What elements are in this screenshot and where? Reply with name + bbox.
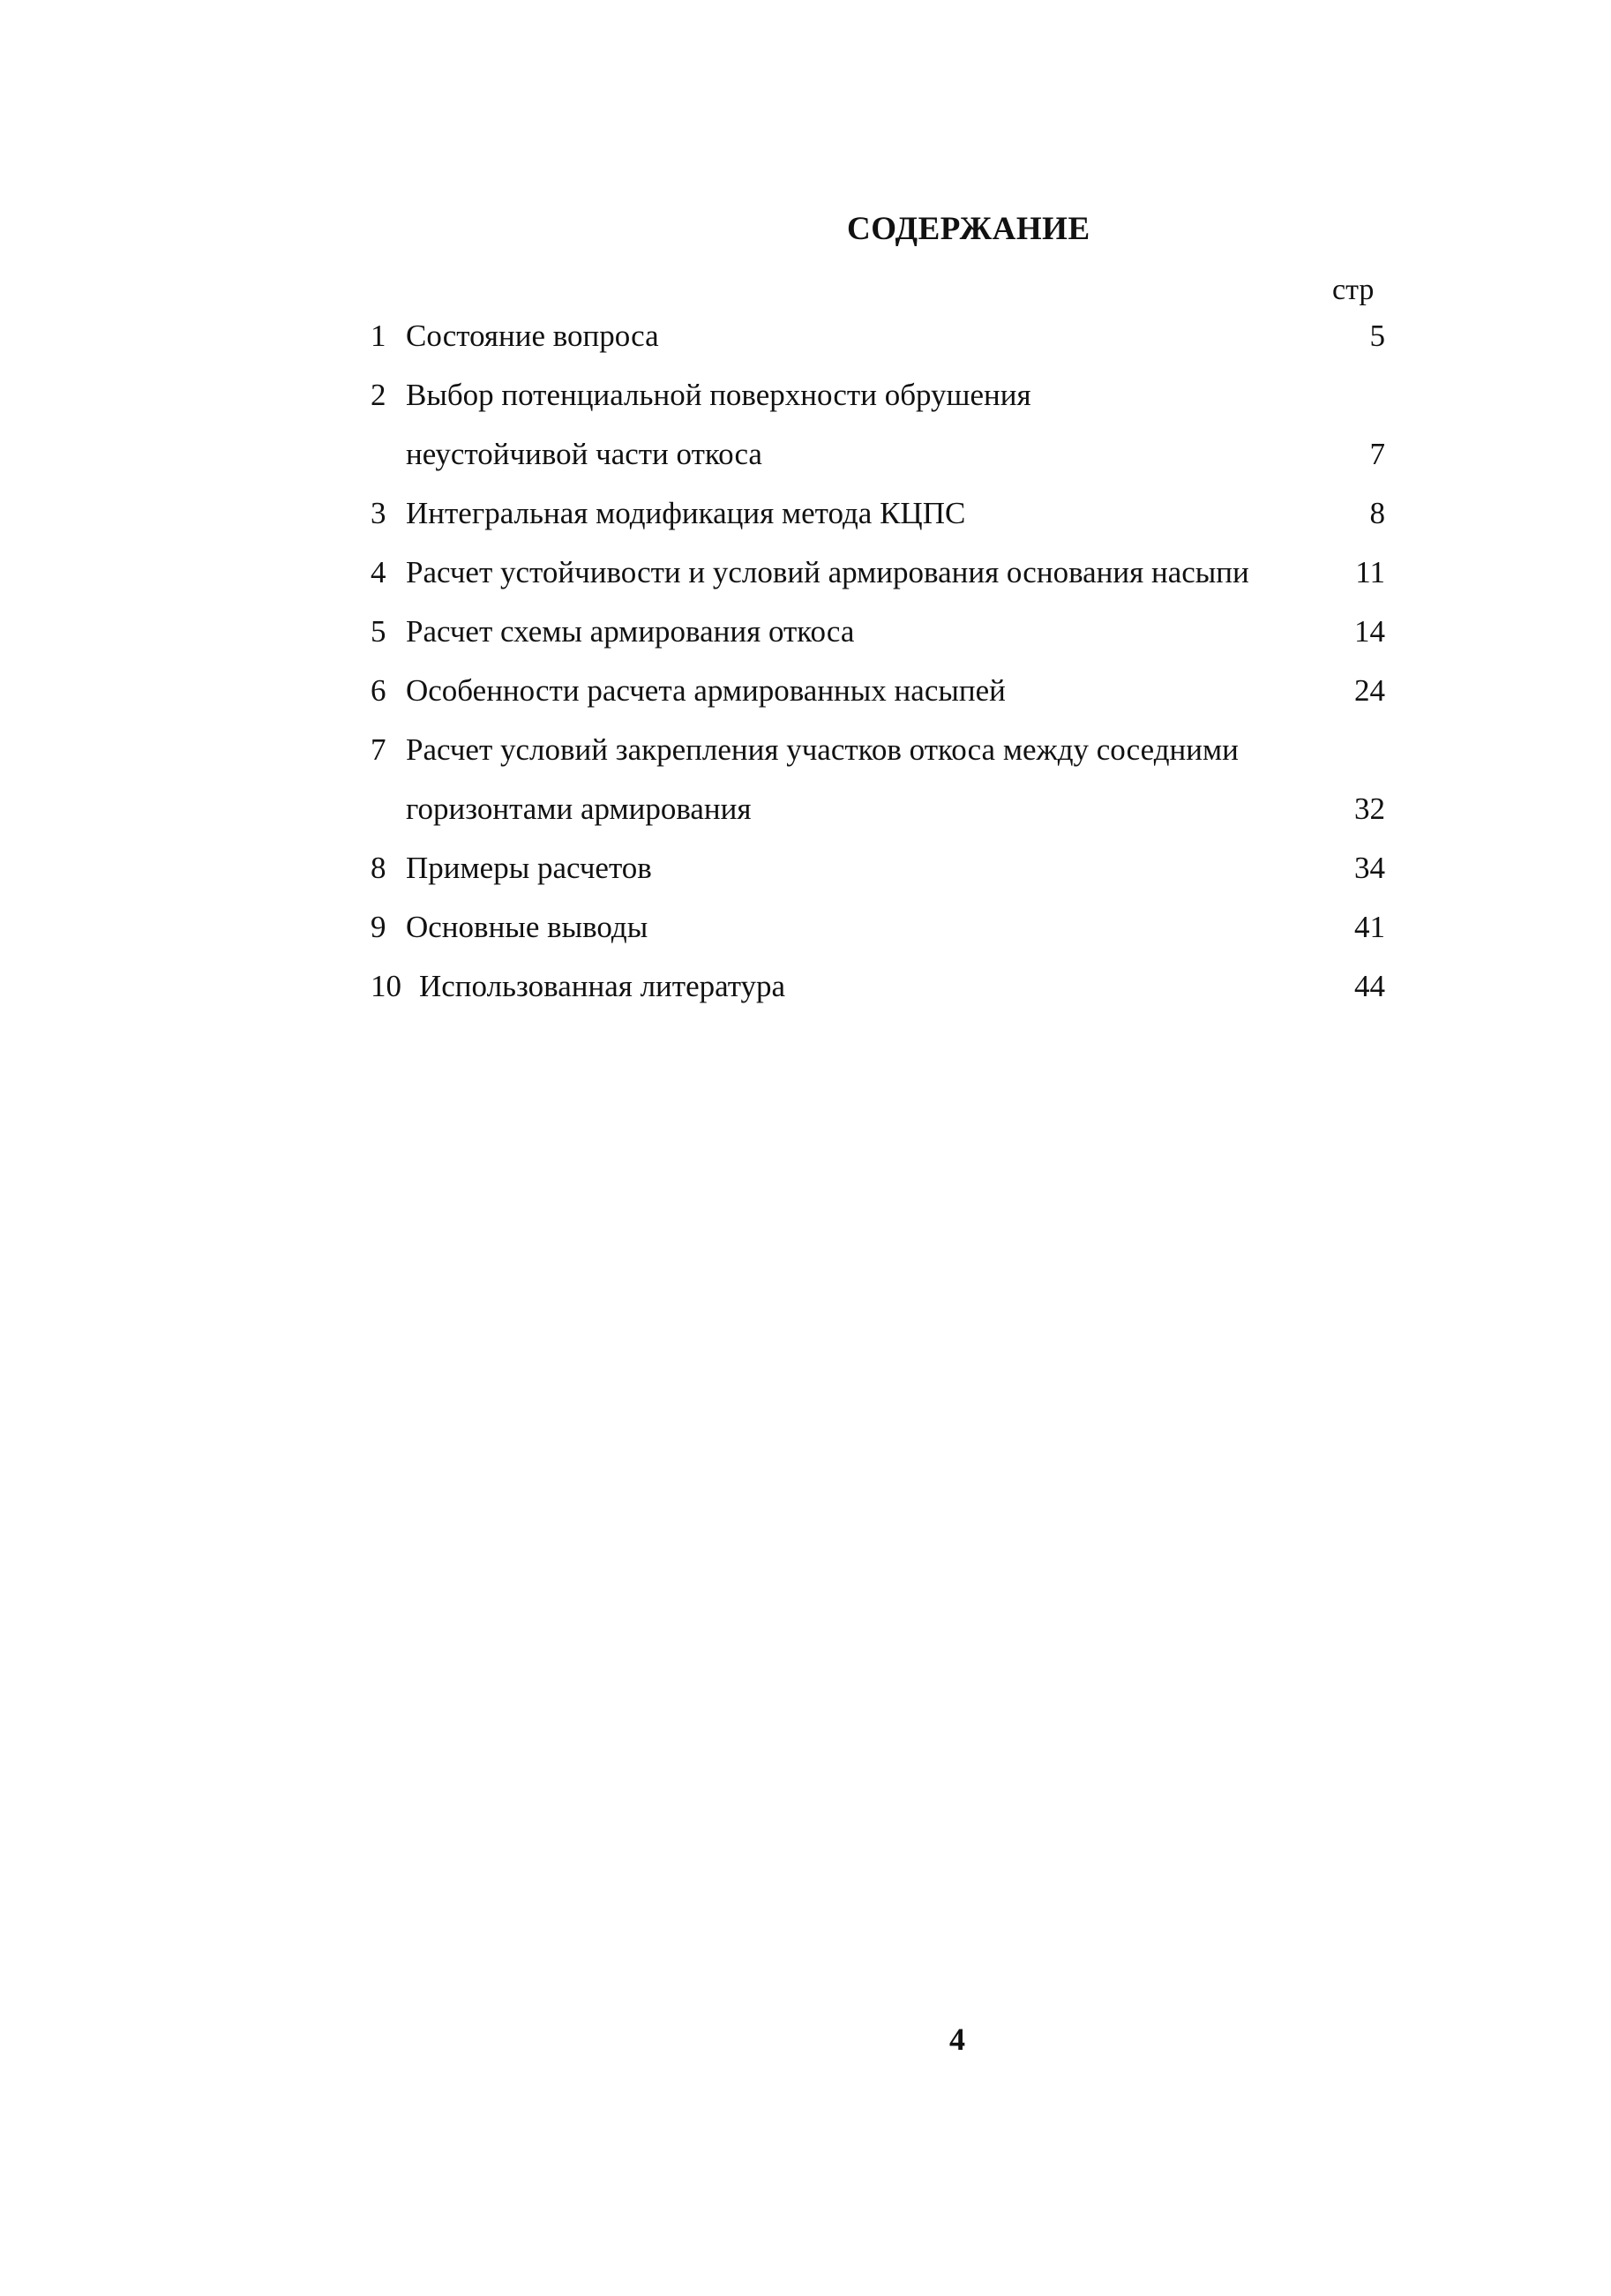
toc-row	[371, 730, 1385, 789]
toc-row	[371, 316, 1385, 375]
table-of-contents	[371, 316, 1385, 1025]
toc-text: горизонтами армирования	[406, 792, 752, 826]
toc-text: Расчет условий закрепления участков откоса между соседними	[406, 732, 1239, 767]
toc-row	[371, 789, 1385, 848]
toc-number: 9	[371, 910, 386, 944]
toc-page: 24	[1354, 673, 1385, 708]
toc-page: 32	[1354, 792, 1385, 826]
toc-number: 4	[371, 555, 386, 589]
toc-page: 5	[1369, 319, 1385, 353]
toc-text: Расчет устойчивости и условий армирования основания насыпи	[406, 555, 1249, 589]
toc-row	[371, 848, 1385, 907]
toc-row	[371, 434, 1385, 493]
toc-text: Особенности расчета армированных насыпей	[406, 673, 1006, 708]
toc-row	[371, 671, 1385, 730]
toc-page: 7	[1369, 437, 1385, 471]
page-title: СОДЕРЖАНИЕ	[847, 211, 1090, 247]
toc-page: 44	[1354, 969, 1385, 1003]
toc-text: Выбор потенциальной поверхности обрушения	[406, 378, 1031, 412]
toc-number: 2	[371, 378, 386, 412]
toc-number: 7	[371, 732, 386, 767]
toc-row	[371, 552, 1385, 612]
toc-number: 3	[371, 496, 386, 530]
toc-number: 1	[371, 319, 386, 353]
toc-text: Интегральная модификация метода КЦПС	[406, 496, 966, 530]
page-number: 4	[949, 2022, 965, 2057]
toc-page: 34	[1354, 851, 1385, 885]
toc-text: Состояние вопроса	[406, 319, 659, 353]
toc-row	[371, 907, 1385, 966]
toc-page: 8	[1369, 496, 1385, 530]
toc-text: Примеры расчетов	[406, 851, 652, 885]
toc-row	[371, 375, 1385, 434]
toc-number: 10	[371, 969, 401, 1003]
toc-row	[371, 966, 1385, 1025]
toc-row	[371, 493, 1385, 552]
toc-number: 8	[371, 851, 386, 885]
toc-number: 5	[371, 614, 386, 649]
toc-text: Расчет схемы армирования откоса	[406, 614, 855, 649]
toc-text: Основные выводы	[406, 910, 648, 944]
toc-row	[371, 612, 1385, 671]
toc-number: 6	[371, 673, 386, 708]
toc-page: 11	[1355, 555, 1385, 589]
toc-text: Использованная литература	[419, 969, 786, 1003]
toc-text: неустойчивой части откоса	[406, 437, 762, 471]
toc-page: 41	[1354, 910, 1385, 944]
page-column-header: стр	[1332, 274, 1375, 306]
toc-page: 14	[1354, 614, 1385, 649]
